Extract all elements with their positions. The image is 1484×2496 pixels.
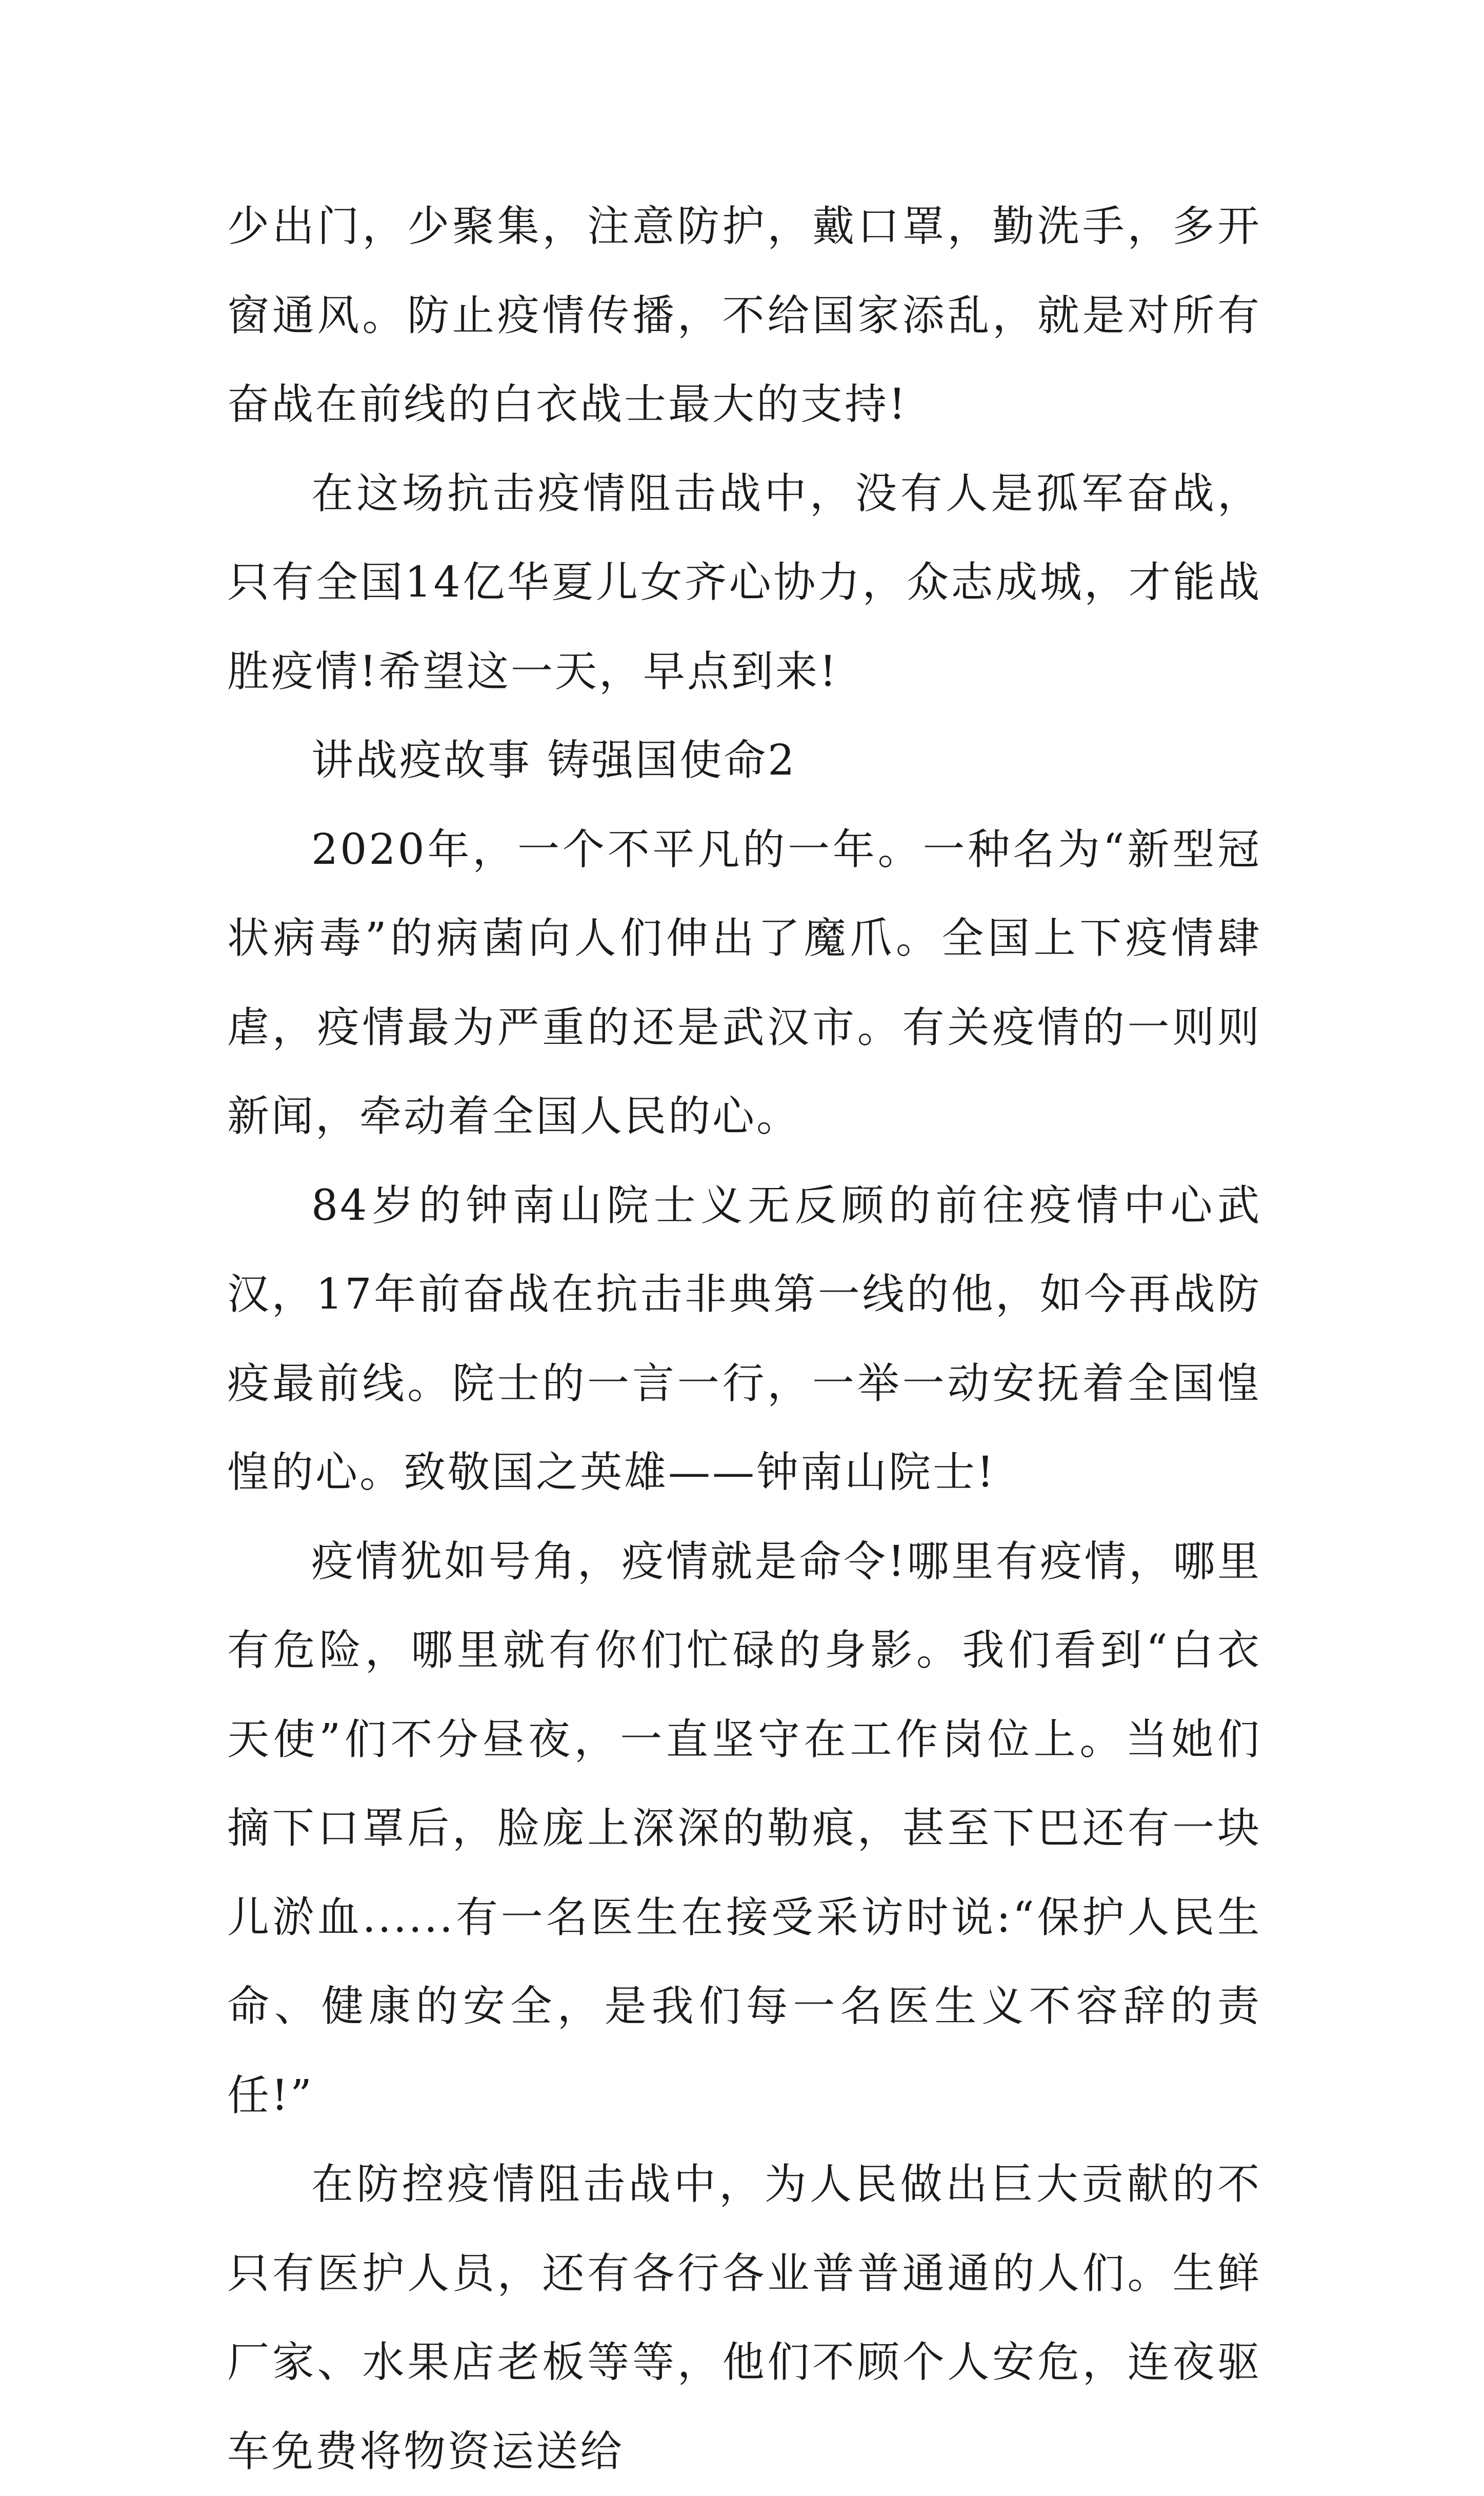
paragraph-4: 84岁的钟南山院士义无反顾的前往疫情中心武汉，17年前奋战在抗击非典第一线的他，如今再战防疫最前线。院士的一言一行，一举一动安抚着全国惶惶的心。致敬国之英雄——钟南山院士!	[227, 1181, 1261, 1497]
paragraph-5: 疫情犹如号角，疫情就是命令!哪里有疫情，哪里有危险，哪里就有你们忙碌的身影。我们看到“白衣天使”们不分昼夜，一直坚守在工作岗位上。当她们摘下口罩后，脸庞上深深的勒痕，甚至下巴还有一块儿淤血......有一名医生在接受采访时说:“保护人民生命、健康的安全，是我们每一名医生义不容辞的责任!”	[227, 1537, 1261, 2120]
document-body	[227, 182, 1261, 2496]
paragraph-1: 少出门，少聚集，注意防护，戴口罩，勤洗手，多开窗通风。防止疫情传播，不给国家添乱，就是对所有奋战在前线的白衣战士最大的支持!	[227, 202, 1261, 429]
section-heading: 讲战疫故事 铸强国使命2	[311, 736, 797, 785]
paragraph-3: 2020年，一个不平凡的一年。一种名为“新型冠状病毒”的病菌向人们伸出了魔爪。全国上下疫情肆虐，疫情最为严重的还是武汉市。有关疫情的一则则新闻，牵动着全国人民的心。	[227, 825, 1261, 1141]
paragraph-6: 在防控疫情阻击战中，为人民做出巨大贡献的不只有医护人员，还有各行各业普普通通的人们。生鲜厂家、水果店老板等等，他们不顾个人安危，连夜驱车免费将物资运送给	[227, 2160, 1261, 2476]
paragraph-2: 在这场抗击疫情阻击战中，没有人是孤军奋战，只有全国14亿华夏儿女齐心协力，众志成城，才能战胜疫情!希望这一天，早点到来!	[227, 469, 1261, 696]
